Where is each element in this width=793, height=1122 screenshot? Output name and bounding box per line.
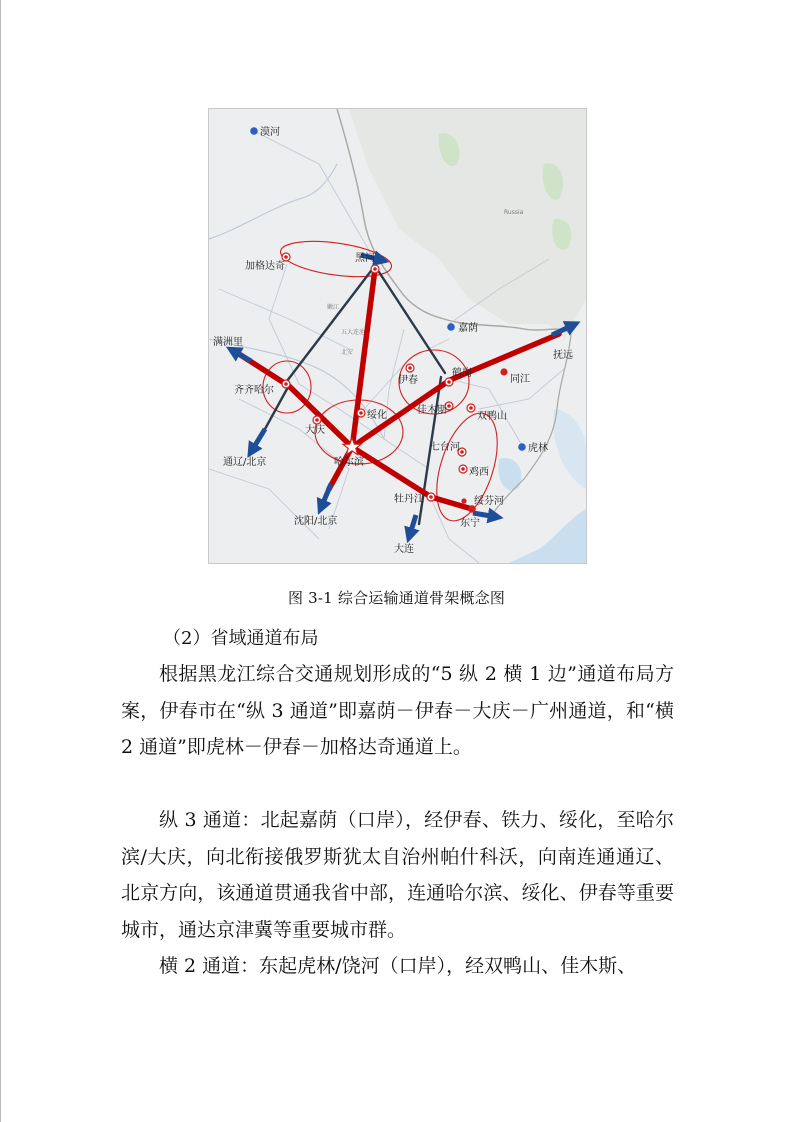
- label-hulin: 虎林: [528, 443, 548, 454]
- city-dot-hulin: [518, 443, 526, 451]
- minor-place-label: 嫩江: [327, 304, 340, 311]
- paragraph: 纵 3 通道：北起嘉荫（口岸），经伊春、铁力、绥化，至哈尔滨/大庆，向北衔接俄罗斯犹太自治州帕什科沃，向南连通通辽、北京方向，该通道贯通我省中部，连通哈尔滨、绥化、伊春等重要城市，通达京津冀等重要城市群。: [121, 809, 674, 941]
- label-shuangyashan: 双鸭山: [477, 411, 507, 422]
- paragraph: 横 2 通道：东起虎林/饶河（口岸），经双鸭山、佳木斯、: [159, 955, 637, 977]
- label-suifenhe: 绥芬河: [474, 496, 504, 507]
- label-jixi: 鸡西: [469, 467, 489, 478]
- label-tongjiang: 同江: [510, 374, 530, 385]
- label-jiagedaqi: 加格达奇: [245, 261, 285, 272]
- label-yichun: 伊春: [398, 375, 418, 386]
- arrow-suifenhe: [473, 513, 491, 516]
- label-suihua: 绥化: [367, 410, 387, 421]
- label-jiamusi: 佳木斯: [417, 405, 447, 416]
- section-heading: （2）省域通道布局: [163, 628, 319, 649]
- label-dongning: 东宁: [460, 518, 480, 529]
- label-dalian: 大连: [394, 544, 414, 555]
- label-mohe: 漠河: [260, 127, 280, 138]
- label-qitaihe: 七台河: [430, 442, 460, 453]
- label-jiayin: 嘉荫: [458, 323, 478, 334]
- city-dot-mohe: [250, 127, 258, 135]
- city-dot-jiayin: [447, 323, 455, 331]
- city-dot-dongning: [461, 498, 466, 503]
- label-qiqihar: 齐齐哈尔: [234, 385, 274, 396]
- minor-place-label: 北安: [341, 349, 354, 356]
- paragraph: 根据黑龙江综合交通规划形成的“5 纵 2 横 1 边”通道布局方案，伊春市在“纵 3 通道”即嘉荫－伊春－大庆－广州通道，和“横 2 通道”即虎林－伊春－加格达奇通道上。: [121, 663, 674, 758]
- minor-place-label: 五大连池: [341, 329, 366, 336]
- label-mudanjiang: 牡丹江: [394, 494, 424, 505]
- corridor-map-figure: [208, 108, 587, 564]
- label-heihe: 黑河: [355, 253, 375, 264]
- label-fuyuan: 抚远: [553, 350, 573, 361]
- city-dot-tongjiang: [500, 368, 507, 375]
- label-hegang: 鹤岗: [452, 368, 472, 379]
- label-harbin: 哈尔滨: [334, 457, 364, 468]
- label-daqing: 大庆: [305, 425, 325, 436]
- label-shenyang-beijing: 沈阳/北京: [294, 516, 338, 527]
- corridor-map: [209, 109, 586, 563]
- label-tongliao-beijing: 通辽/北京: [223, 457, 267, 468]
- figure-caption: 图 3-1 综合运输通道骨架概念图: [287, 589, 506, 607]
- label-manzhouli: 满洲里: [213, 337, 243, 348]
- minor-place-label: Russia: [504, 209, 524, 216]
